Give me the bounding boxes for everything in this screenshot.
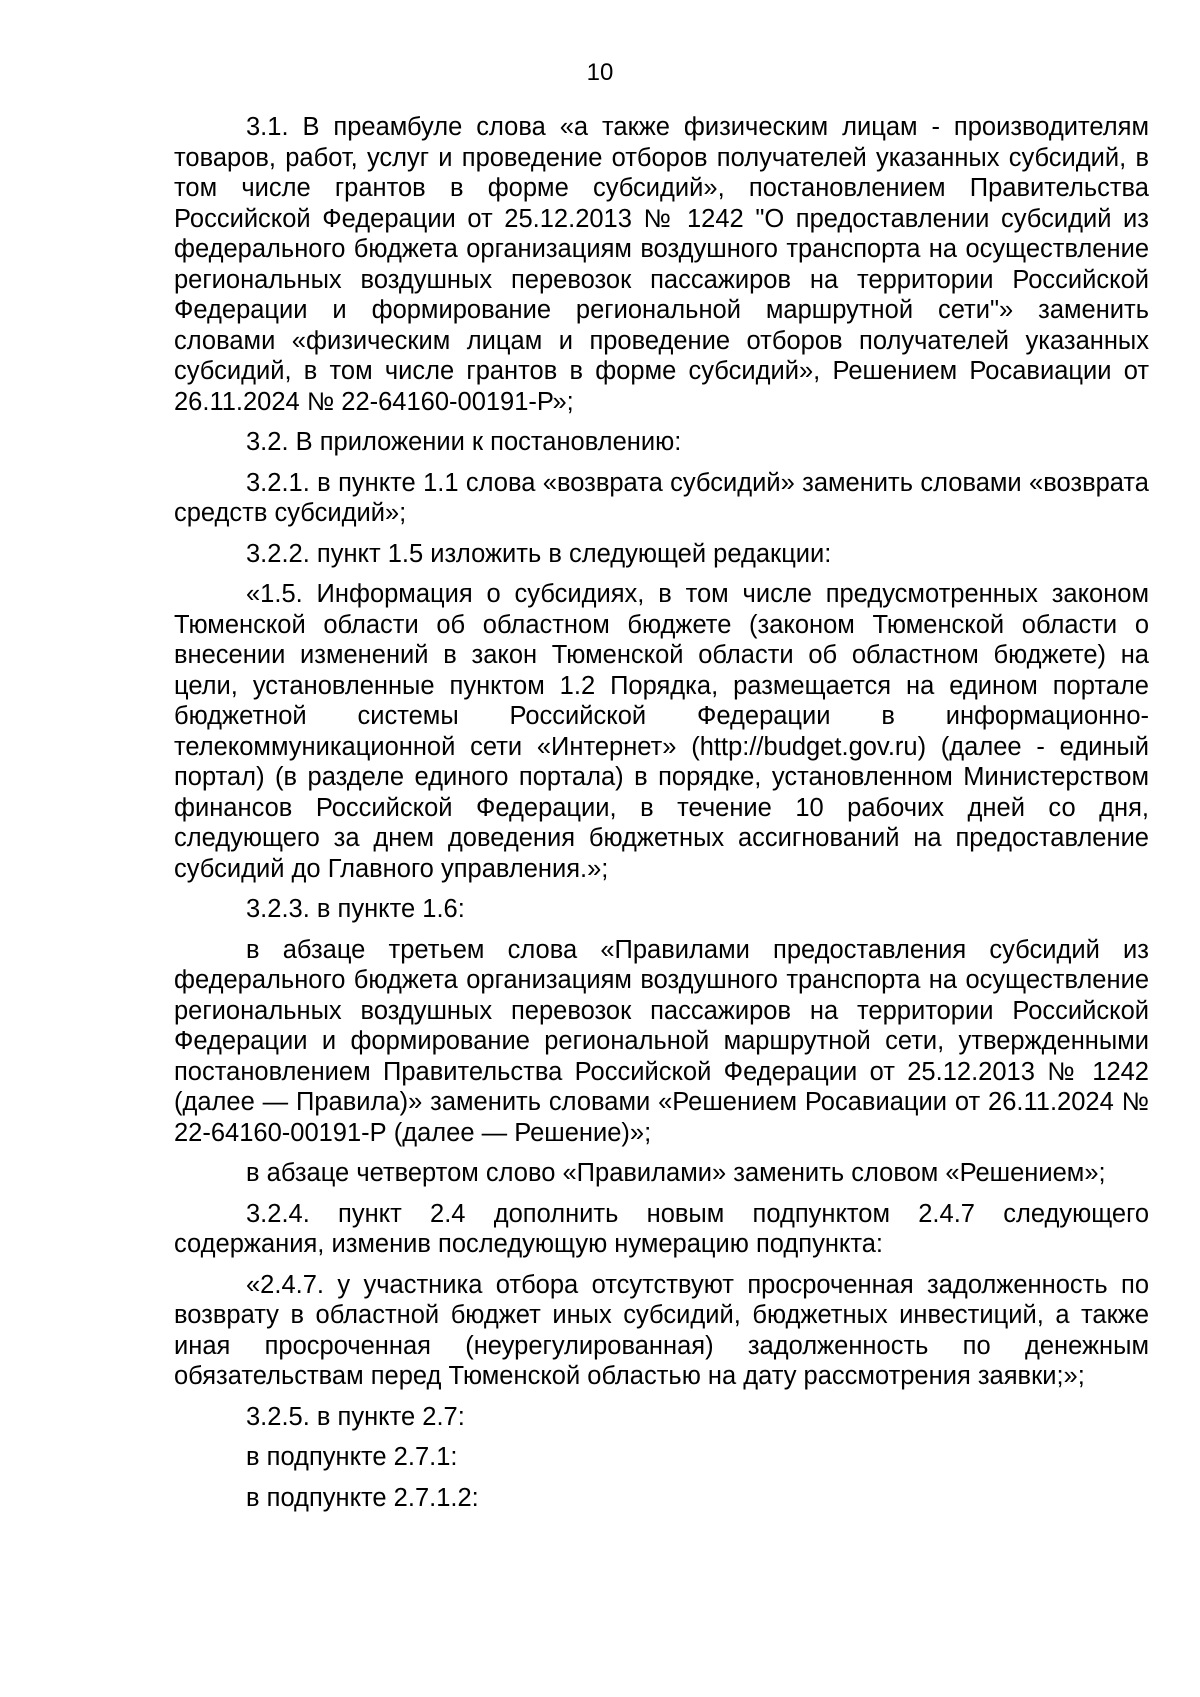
document-body <box>174 112 1149 1523</box>
paragraph-3-2-5: 3.2.5. в пункте 2.7: <box>246 1402 465 1431</box>
page-number: 10 <box>586 59 614 86</box>
paragraph-2-7-1: в подпункте 2.7.1: <box>246 1443 458 1471</box>
paragraph-3-2-2: 3.2.2. пункт 1.5 изложить в следующей редакции: <box>246 539 832 568</box>
paragraph-2-7-1-2: в подпункте 2.7.1.2: <box>246 1483 479 1512</box>
paragraph-3-1: 3.1. В преамбуле слова «а также физическим лицам - производителям товаров, работ, услуг и проведение отборов получателей указанных субсидий, в том числе грантов в форме субсидий», постановлением Правительства Российской Федерации от 25.12.2013 № 1242 "О предоставлении субсидий из федерального бюджета организациям воздушного транспорта на осуществление региональных воздушных перевозок пассажиров на территории Российской Федерации и формирование региональной маршрутной сети"» заменить словами «физическим лицам и проведение отборов получателей указанных субсидий, в том числе грантов в форме субсидий», Решением Росавиации от 26.11.2024 № 22-64160-00191-Р»; <box>174 113 1149 416</box>
paragraph-2-4-7-quote: «2.4.7. у участника отбора отсутствуют просроченная задолженность по возврату в областной бюджет иных субсидий, бюджетных инвестиций, а также иная просроченная (неурегулированная) задолженность по денежным обязательствам перед Тюменской областью на дату рассмотрения заявки;»; <box>174 1270 1149 1390</box>
paragraph-3-2-4: 3.2.4. пункт 2.4 дополнить новым подпунктом 2.4.7 следующего содержания, изменив последующую нумерацию подпункта: <box>174 1199 1149 1258</box>
paragraph-abzac-3: в абзаце третьем слова «Правилами предоставления субсидий из федерального бюджета организациям воздушного транспорта на осуществление региональных воздушных перевозок пассажиров на территории Российской Федерации и формирование региональной маршрутной сети, утвержденными постановлением Правительства Российской Федерации от 25.12.2013 № 1242 (далее — Правила)» заменить словами «Решением Росавиации от 26.11.2024 № 22-64160-00191-Р (далее — Решение)»; <box>174 935 1149 1147</box>
paragraph-3-2-3: 3.2.3. в пункте 1.6: <box>246 895 465 923</box>
paragraph-abzac-4: в абзаце четвертом слово «Правилами» заменить словом «Решением»; <box>246 1159 1106 1187</box>
paragraph-1-5-quote: «1.5. Информация о субсидиях, в том числе предусмотренных законом Тюменской области об областном бюджете (законом Тюменской области о внесении изменений в закон Тюменской области об областном бюджете) на цели, установленные пунктом 1.2 Порядка, размещается на едином портале бюджетной системы Российской Федерации в информационно-телекоммуникационной сети «Интернет» (http://budget.gov.ru) (далее - единый портал) (в разделе единого портала) в порядке, установленном Министерством финансов Российской Федерации, в течение 10 рабочих дней со дня, следующего за днем доведения бюджетных ассигнований на предоставление субсидий до Главного управления.»; <box>174 580 1149 883</box>
paragraph-3-2: 3.2. В приложении к постановлению: <box>246 428 682 456</box>
paragraph-3-2-1: 3.2.1. в пункте 1.1 слова «возврата субсидий» заменить словами «возврата средств субсидий»; <box>174 468 1149 527</box>
